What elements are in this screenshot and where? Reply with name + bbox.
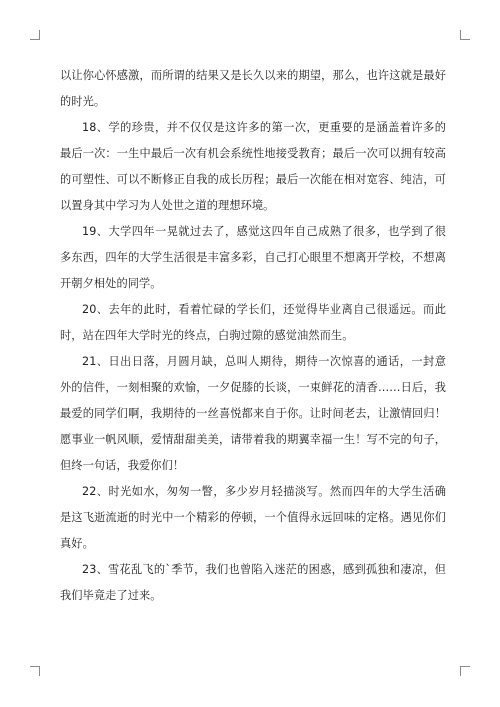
page-corner-mark-top-right	[460, 30, 470, 40]
paragraph-19: 19、大学四年一晃就过去了，感觉这四年自己成熟了很多，也学到了很多东西，四年的大学生活很是丰富多彩，自己打心眼里不想离开学校，不想离开朝夕相处的同学。	[60, 225, 446, 290]
paragraph-22: 22、时光如水，匆匆一瞥，多少岁月轻描淡写。然而四年的大学生活确是这飞逝流逝的时光中一个精彩的停顿，一个值得永远回味的定格。遇见你们真好。	[60, 485, 446, 550]
paragraph-continuation: 以让你心怀感激，而所谓的结果又是长久以来的期望，那么，也许这就是最好的时光。	[60, 69, 446, 108]
paragraph-18: 18、学的珍贵，并不仅仅是这许多的第一次，更重要的是涵盖着许多的最后一次：一生中最后一次有机会系统性地接受教育；最后一次可以拥有较高的可塑性、可以不断修正自我的成长历程；最后一次能在相对宽容、纯洁，可以置身其中学习为人处世之道的理想环境。	[60, 121, 446, 212]
paragraph-23: 23、雪花乱飞的`季节，我们也曾陷入迷茫的困惑，感到孤独和凄凉，但我们毕竟走了过来。	[60, 563, 446, 602]
document-body	[60, 63, 446, 609]
page-corner-mark-bottom-left	[30, 666, 40, 676]
page-corner-mark-bottom-right	[460, 666, 470, 676]
paragraph-21: 21、日出日落，月圆月缺，总叫人期待，期待一次惊喜的通话，一封意外的信件，一刻相聚的欢愉，一夕促膝的长谈，一束鲜花的清香……日后，我最爱的同学们啊，我期待的一丝喜悦都来自于你。让时间老去，让激情回归！愿事业一帆风顺，爱情甜甜美美，请带着我的期翼幸福一生！写不完的句子，但终一句话，我爱你们！	[60, 355, 446, 472]
page-corner-mark-top-left	[30, 30, 40, 40]
paragraph-20: 20、去年的此时，看着忙碌的学长们，还觉得毕业离自己很遥远。而此时，站在四年大学时光的终点，白驹过隙的感觉油然而生。	[60, 303, 446, 342]
